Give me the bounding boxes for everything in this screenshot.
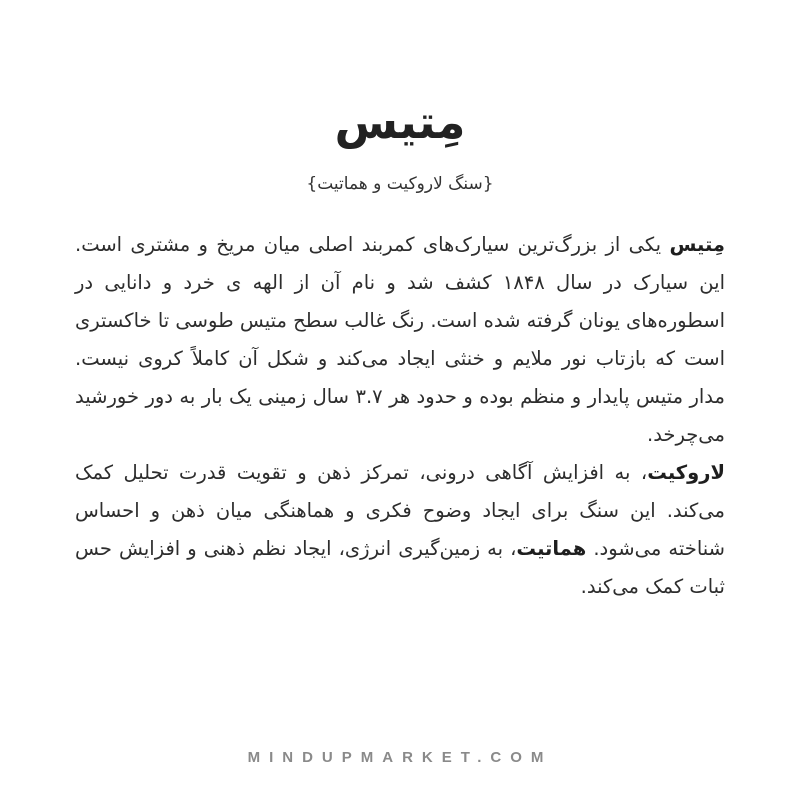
article-body — [75, 226, 725, 606]
term-larvikite: لاروکیت — [647, 461, 725, 484]
paragraph-metis — [75, 226, 725, 454]
larvikite-text: ، به افزایش آگاهی درونی، تمرکز ذهن و تقویت قدرت تحلیل کمک می‌کند. این سنگ برای ایجاد وضوح فکری و هماهنگی میان ذهن و احساس شناخته می‌شود. — [75, 461, 725, 560]
hematite-text: ، به زمین‌گیری انرژی، ایجاد نظم ذهنی و افزایش حس ثبات کمک می‌کند. — [75, 537, 725, 598]
paragraph-metis-text: یکی از بزرگ‌ترین سیارک‌های کمربند اصلی میان مریخ و مشتری است. این سیارک در سال ۱۸۴۸ کشف شد و نام آن از الهه ی خرد و دانایی در اسطوره‌های یونان گرفته شده است. رنگ غالب سطح متیس طوسی تا خاکستری است که بازتاب نور ملایم و خنثی ایجاد می‌کند و شکل آن کاملاً کروی نیست. مدار متیس پایدار و منظم بوده و حدود هر ۳.۷ سال زمینی یک بار به دور خورشید می‌چرخد. — [75, 233, 725, 446]
term-metis: مِتیس — [669, 233, 725, 256]
subtitle: {سنگ لاروکیت و هماتیت} — [306, 174, 494, 194]
page-title: مِتیس — [334, 95, 466, 149]
footer-website: MINDUPMARKET.COM — [247, 749, 553, 766]
paragraph-stones — [75, 454, 725, 606]
term-hematite: هماتیت — [516, 537, 587, 560]
